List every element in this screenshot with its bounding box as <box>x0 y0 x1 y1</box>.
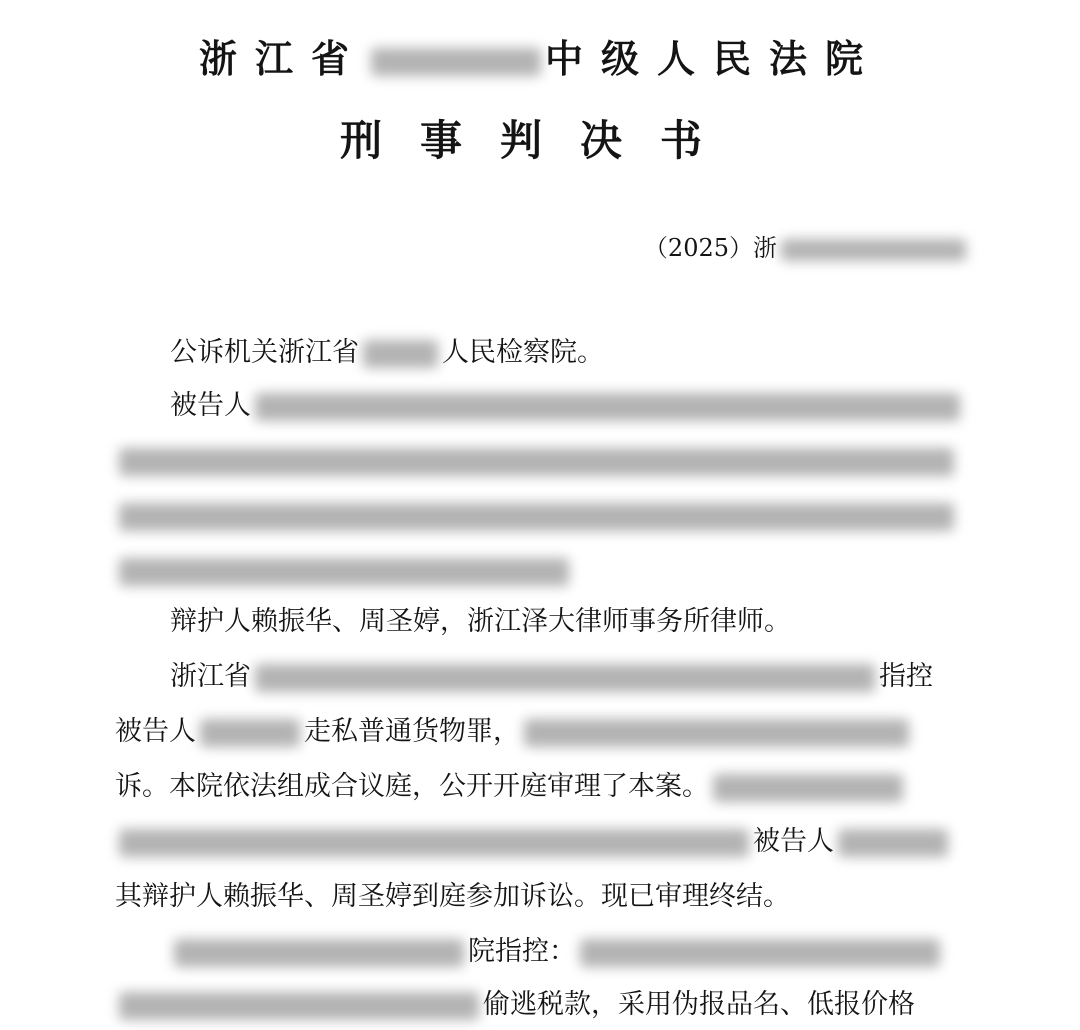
paragraph-line-1 <box>170 657 933 697</box>
redacted-defendant-info <box>119 448 954 476</box>
document-type-heading: 刑事判决书 <box>339 116 740 165</box>
redacted-city-name <box>371 48 541 76</box>
para6-mid: 院指控： <box>468 936 576 967</box>
para1-start: 浙江省 <box>170 661 251 692</box>
para4-end: 被告人 <box>753 826 834 857</box>
defendant-info-line-2 <box>115 441 958 481</box>
para2-a: 被告人 <box>115 716 196 747</box>
defendant-label: 被告人 <box>170 390 251 421</box>
redacted-prosecution-ref <box>255 664 875 692</box>
redacted-defendant-info <box>119 558 569 586</box>
redacted-text <box>119 829 749 857</box>
court-name-prefix: 浙江省 <box>198 37 367 81</box>
paragraph-line-6 <box>170 932 944 972</box>
court-name-heading <box>0 28 1080 83</box>
redacted-text <box>580 939 940 967</box>
redacted-text <box>524 719 909 747</box>
redacted-case-number <box>781 239 966 261</box>
redacted-text <box>119 992 479 1020</box>
paragraph-line-4 <box>115 822 952 862</box>
para1-end: 指控 <box>879 661 933 692</box>
redacted-text <box>713 774 903 802</box>
redacted-defendant-info <box>255 393 960 421</box>
case-number-prefix: （2025）浙 <box>643 234 777 262</box>
redacted-procuratorate <box>174 939 464 967</box>
defendant-info-line-3 <box>115 496 958 536</box>
redacted-defendant-name <box>200 719 300 747</box>
prosecutor-line <box>170 333 604 373</box>
paragraph-line-3 <box>115 767 907 807</box>
defense-counsel-line: 辩护人赖振华、周圣婷，浙江泽大律师事务所律师。 <box>170 606 791 637</box>
redacted-defendant-info <box>119 503 954 531</box>
prosecutor-text-b: 人民检察院。 <box>442 337 604 368</box>
defendant-info-line-4 <box>115 551 573 591</box>
case-number <box>644 228 970 263</box>
paragraph-line-7 <box>115 985 915 1025</box>
para2-b: 走私普通货物罪， <box>304 716 520 747</box>
para7-end: 偷逃税款，采用伪报品名、低报价格 <box>483 989 915 1020</box>
redacted-prosecutor-city <box>363 340 438 368</box>
defendant-info-line-1 <box>170 386 964 426</box>
redacted-defendant-name <box>838 829 948 857</box>
para3-text: 诉。本院依法组成合议庭，公开开庭审理了本案。 <box>115 771 709 802</box>
court-name-suffix: 中级人民法院 <box>545 37 882 81</box>
prosecutor-text-a: 公诉机关浙江省 <box>170 337 359 368</box>
paragraph-line-5: 其辩护人赖振华、周圣婷到庭参加诉讼。现已审理终结。 <box>115 881 790 912</box>
paragraph-line-2 <box>115 712 913 752</box>
